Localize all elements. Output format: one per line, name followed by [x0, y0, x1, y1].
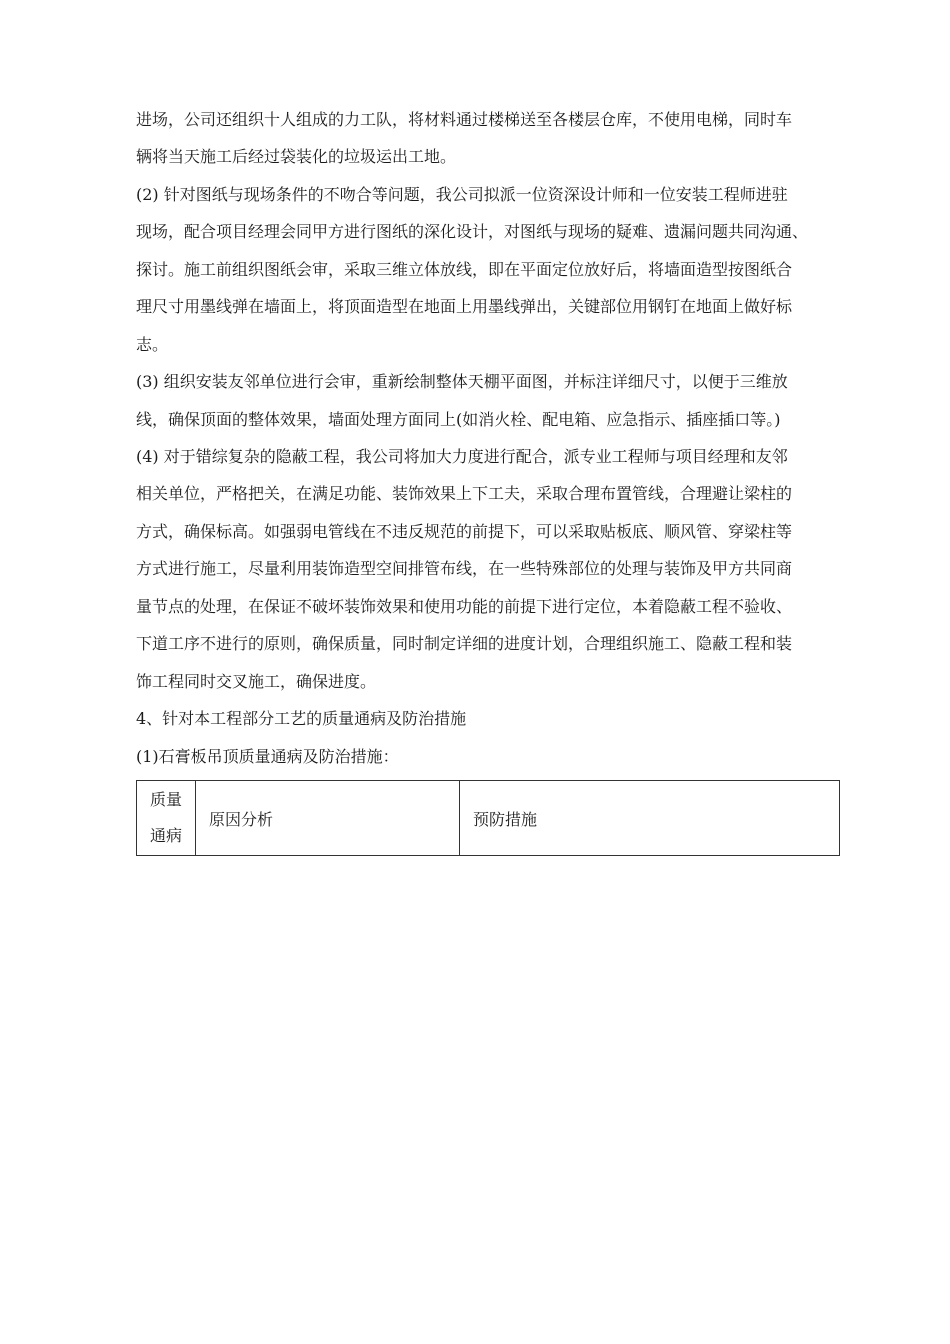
section-heading: 4、针对本工程部分工艺的质量通病及防治措施 [136, 709, 467, 728]
paragraph-line: (2) 针对图纸与现场条件的不吻合等问题，我公司拟派一位资深设计师和一位安装工程师进驻 [136, 185, 788, 204]
table-header-row [137, 781, 840, 856]
paragraph-line: 现场，配合项目经理会同甲方进行图纸的深化设计，对图纸与现场的疑难、遗漏问题共同沟通、 [136, 222, 809, 241]
paragraph-line: 进场，公司还组织十人组成的力工队，将材料通过楼梯送至各楼层仓库，不使用电梯，同时车 [136, 110, 793, 129]
paragraph-line: (4) 对于错综复杂的隐蔽工程，我公司将加大力度进行配合，派专业工程师与项目经理和友邻 [136, 447, 788, 466]
paragraph-line: 饰工程同时交叉施工，确保进度。 [136, 672, 377, 691]
paragraph-line: 量节点的处理，在保证不破坏装饰效果和使用功能的前提下进行定位，本着隐蔽工程不验收、 [136, 597, 793, 616]
header-cell-defect [137, 781, 196, 856]
paragraph-line: 方式，确保标高。如强弱电管线在不违反规范的前提下，可以采取贴板底、顺风管、穿梁柱等 [136, 522, 793, 541]
paragraph-line: 线，确保顶面的整体效果，墙面处理方面同上(如消火栓、配电箱、应急指示、插座插口等。) [136, 410, 781, 429]
paragraph-line: 方式进行施工，尽量利用装饰造型空间排管布线，在一些特殊部位的处理与装饰及甲方共同商 [136, 559, 793, 578]
header-cell-defect-line1: 质量 [149, 790, 182, 809]
paragraph-line: 下道工序不进行的原则，确保质量，同时制定详细的进度计划，合理组织施工、隐蔽工程和装 [136, 634, 793, 653]
subsection-heading: (1)石膏板吊顶质量通病及防治措施： [136, 747, 399, 766]
header-cell-prevention: 预防措施 [460, 781, 840, 856]
paragraph-line: 理尺寸用墨线弹在墙面上，将顶面造型在地面上用墨线弹出，关键部位用钢钉在地面上做好标 [136, 297, 793, 316]
header-cell-cause: 原因分析 [196, 781, 460, 856]
paragraph-line: (3) 组织安装友邻单位进行会审，重新绘制整体天棚平面图，并标注详细尺寸，以便于三维放 [136, 372, 788, 391]
paragraph-line: 志。 [136, 335, 169, 354]
paragraph-line: 相关单位，严格把关，在满足功能、装饰效果上下工夫，采取合理布置管线，合理避让梁柱的 [136, 484, 793, 503]
header-cell-defect-line2: 通病 [149, 826, 182, 845]
paragraph-line: 辆将当天施工后经过袋装化的垃圾运出工地。 [136, 147, 457, 166]
quality-defects-table [136, 780, 840, 856]
paragraph-line: 探讨。施工前组织图纸会审，采取三维立体放线，即在平面定位放好后，将墙面造型按图纸合 [136, 260, 793, 279]
